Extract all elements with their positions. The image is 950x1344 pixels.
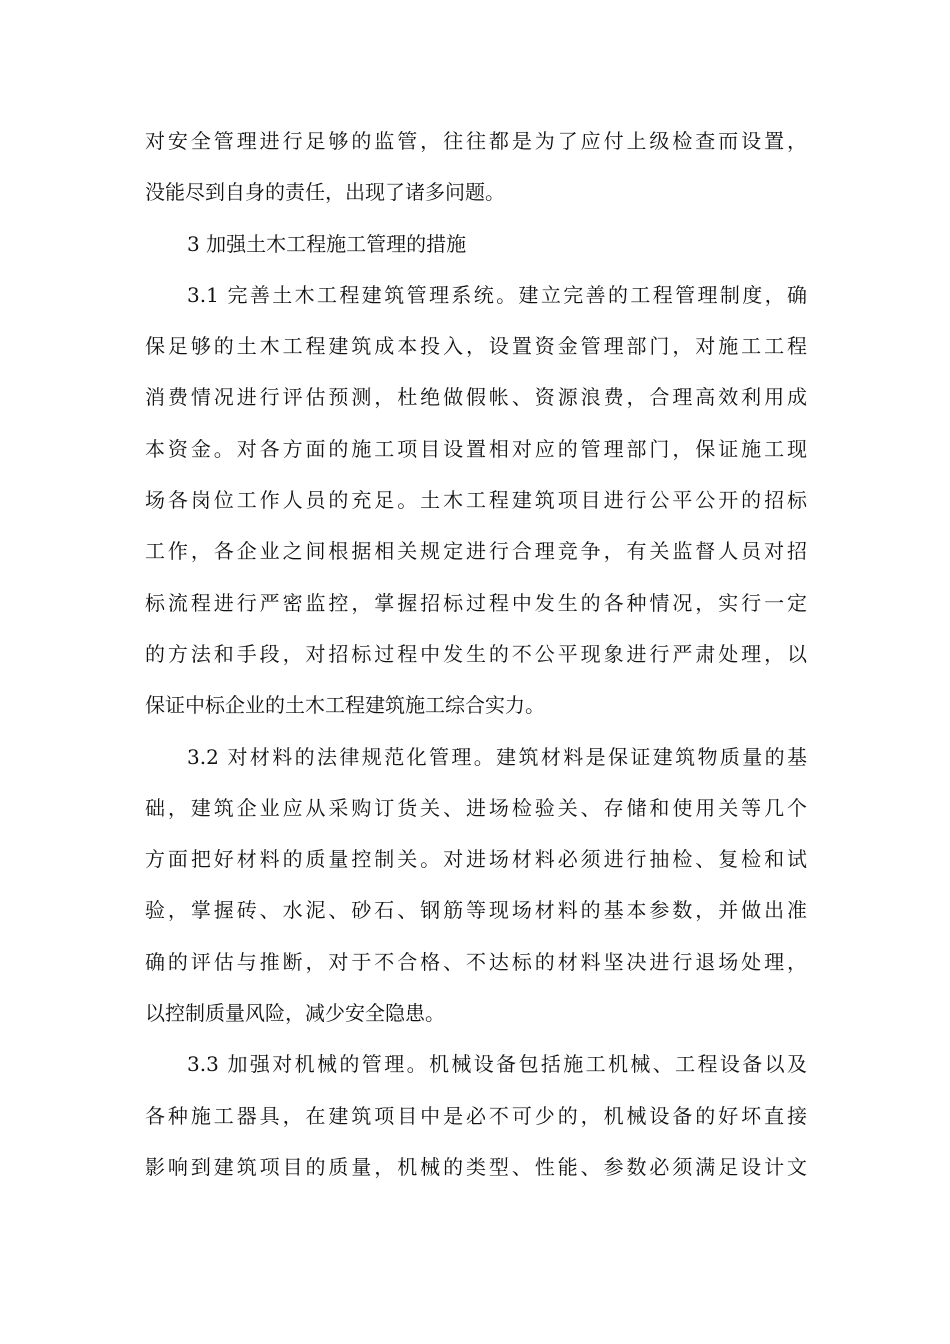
text-line: 3.3 加强对机械的管理。机械设备包括施工机械、工程设备以及 — [187, 1052, 807, 1077]
text-line: 的方法和手段，对招标过程中发生的不公平现象进行严肃处理，以 — [145, 641, 807, 666]
text-line: 各种施工器具，在建筑项目中是必不可少的，机械设备的好坏直接 — [145, 1103, 807, 1128]
text-line: 保足够的土木工程建筑成本投入，设置资金管理部门，对施工工程 — [145, 334, 807, 359]
text-line: 确的评估与推断，对于不合格、不达标的材料坚决进行退场处理， — [145, 949, 807, 974]
text-line: 方面把好材料的质量控制关。对进场材料必须进行抽检、复检和试 — [145, 847, 807, 872]
text-line: 工作，各企业之间根据相关规定进行合理竞争，有关监督人员对招 — [145, 539, 807, 564]
text-line: 消费情况进行评估预测，杜绝做假帐、资源浪费，合理高效利用成 — [145, 385, 807, 410]
text-line: 影响到建筑项目的质量，机械的类型、性能、参数必须满足设计文 — [145, 1154, 807, 1179]
text-line: 3.2 对材料的法律规范化管理。建筑材料是保证建筑物质量的基 — [187, 744, 807, 769]
text-line: 保证中标企业的土木工程建筑施工综合实力。 — [145, 693, 545, 718]
text-line: 没能尽到自身的责任，出现了诸多问题。 — [145, 180, 505, 205]
section-heading: 3 加强土木工程施工管理的措施 — [187, 231, 467, 256]
text-line: 场各岗位工作人员的充足。土木工程建筑项目进行公平公开的招标 — [145, 488, 807, 513]
text-line: 本资金。对各方面的施工项目设置相对应的管理部门，保证施工现 — [145, 436, 807, 461]
body-text — [145, 116, 807, 1193]
text-line: 以控制质量风险，减少安全隐患。 — [145, 1001, 445, 1026]
text-line: 验，掌握砖、水泥、砂石、钢筋等现场材料的基本参数，并做出准 — [145, 898, 807, 923]
text-line: 础，建筑企业应从采购订货关、进场检验关、存储和使用关等几个 — [145, 795, 807, 820]
text-line: 标流程进行严密监控，掌握招标过程中发生的各种情况，实行一定 — [145, 590, 807, 615]
text-line: 对安全管理进行足够的监管，往往都是为了应付上级检查而设置， — [145, 129, 807, 153]
text-line: 3.1 完善土木工程建筑管理系统。建立完善的工程管理制度，确 — [187, 282, 807, 307]
